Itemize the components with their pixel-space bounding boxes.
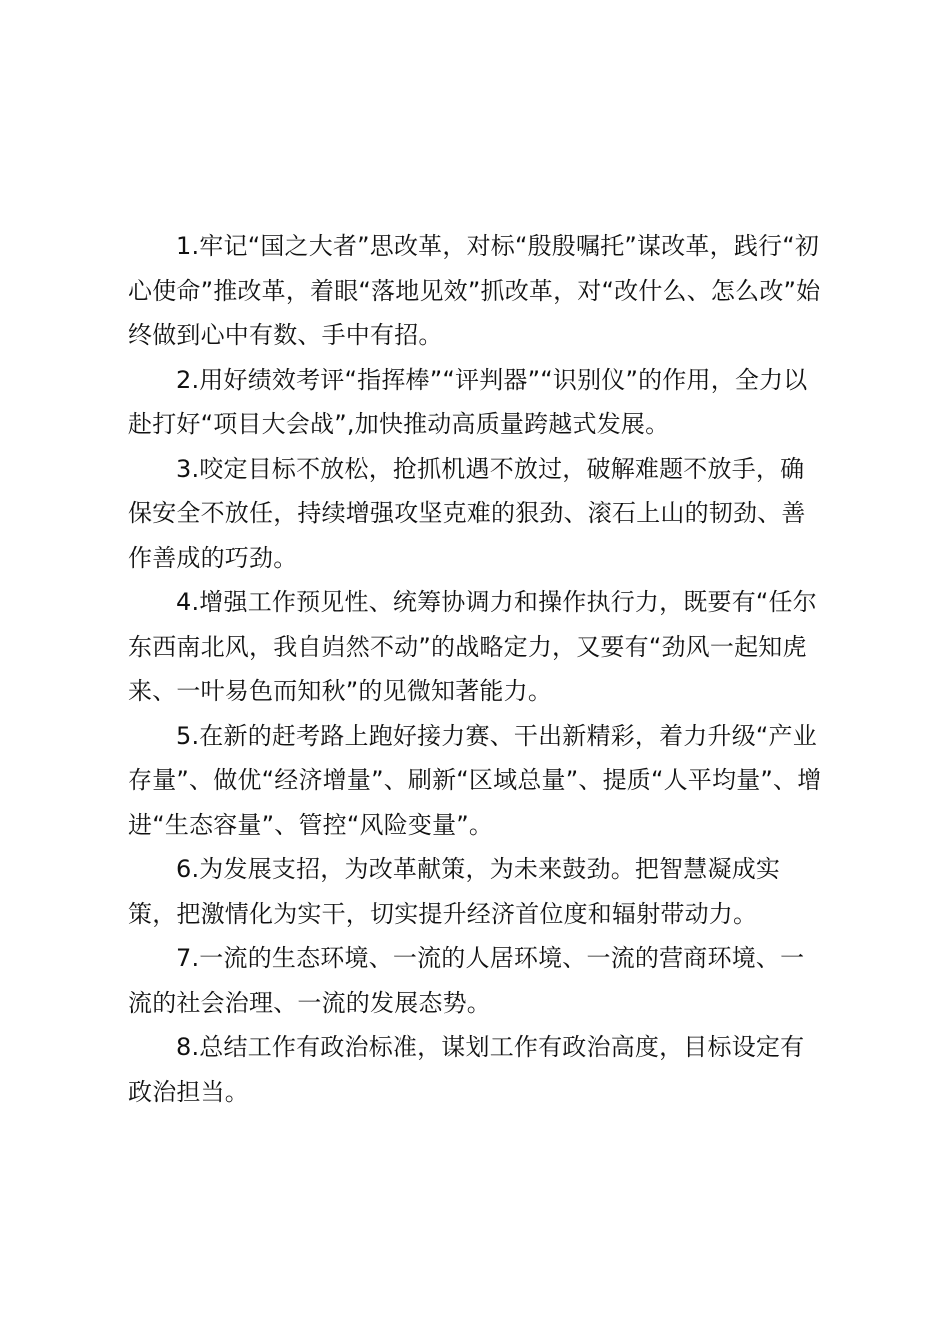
document-body xyxy=(128,224,828,1114)
paragraph-5: 5.在新的赶考路上跑好接力赛、干出新精彩，着力升级“产业存量”、做优“经济增量”、刷新“区域总量”、提质“人平均量”、增进“生态容量”、管控“风险变量”。 xyxy=(128,721,822,839)
paragraph-3: 3.咬定目标不放松，抢抓机遇不放过，破解难题不放手，确保安全不放任，持续增强攻坚克难的狠劲、滚石上山的韧劲、善作善成的巧劲。 xyxy=(128,454,806,572)
paragraph-8: 8.总结工作有政治标准，谋划工作有政治高度，目标设定有政治担当。 xyxy=(128,1033,805,1106)
paragraph-6: 6.为发展支招，为改革献策，为未来鼓劲。把智慧凝成实策，把激情化为实干，切实提升经济首位度和辐射带动力。 xyxy=(128,855,781,928)
paragraph-1: 1.牢记“国之大者”思改革，对标“殷殷嘱托”谋改革，践行“初心使命”推改革，着眼“落地见效”抓改革，对“改什么、怎么改”始终做到心中有数、手中有招。 xyxy=(128,232,821,349)
paragraph-7: 7.一流的生态环境、一流的人居环境、一流的营商环境、一流的社会治理、一流的发展态势。 xyxy=(128,944,805,1017)
paragraph-2: 2.用好绩效考评“指挥棒”“评判器”“识别仪”的作用，全力以赴打好“项目大会战”,加快推动高质量跨越式发展。 xyxy=(128,365,808,438)
paragraph-4: 4.增强工作预见性、统筹协调力和操作执行力，既要有“任尔东西南北风，我自岿然不动”的战略定力，又要有“劲风一起知虎来、一叶易色而知秋”的见微知著能力。 xyxy=(128,588,817,705)
